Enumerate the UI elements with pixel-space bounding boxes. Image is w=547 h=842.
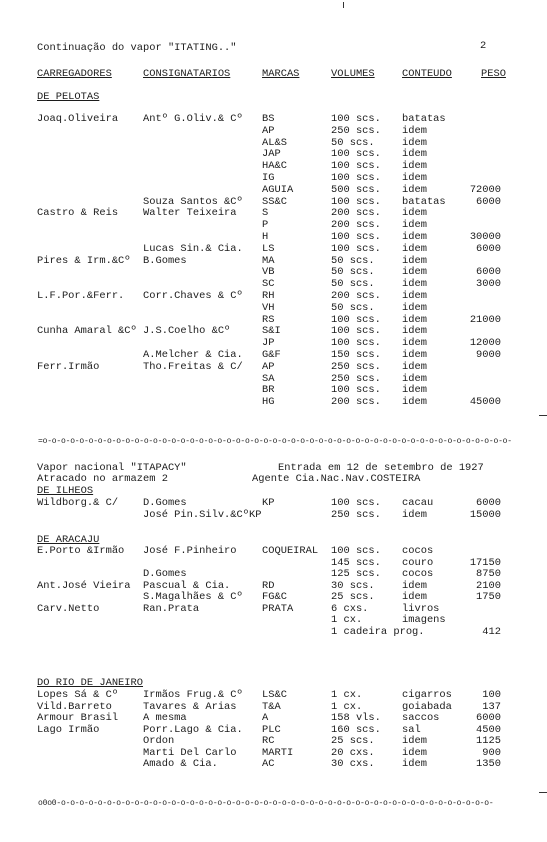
conteudo-cell: idem — [402, 278, 427, 291]
peso-cell: 100 — [482, 689, 501, 701]
marca-cell: VH — [262, 301, 275, 314]
vessel-berth: Atracado no armazem 2 — [37, 473, 168, 485]
volumes-cell: 50 scs. — [331, 301, 375, 314]
marca-cell: JP — [262, 337, 275, 350]
volumes-cell: 100 scs. — [331, 148, 381, 161]
marca-cell: AP — [262, 360, 275, 373]
conteudo-cell: couro — [402, 556, 434, 569]
conteudo-cell: idem — [402, 337, 427, 350]
conteudo-cell: idem — [402, 183, 427, 196]
volumes-cell: 50 scs. — [331, 266, 375, 279]
marca-cell: AC — [262, 758, 275, 770]
volumes-cell: 150 scs. — [331, 349, 381, 361]
conteudo-cell: imagens — [402, 614, 446, 626]
peso-cell: 12000 — [469, 337, 501, 350]
volumes-cell: 250 scs. — [331, 360, 381, 373]
peso-cell: 30000 — [469, 231, 501, 243]
column-header-volumes: VOLUMES — [331, 68, 375, 80]
volumes-cell: 250 scs. — [331, 124, 381, 137]
conteudo-cell: idem — [402, 313, 427, 326]
consignatario-cell: Tavares & Arias — [143, 700, 237, 713]
carregador-cell: Joaq.Oliveira — [37, 113, 119, 125]
volumes-cell: 200 scs. — [331, 219, 381, 232]
volumes-cell: 500 scs. — [331, 183, 381, 196]
conteudo-cell: idem — [402, 360, 427, 373]
marca-cell: HG — [262, 396, 275, 409]
marca-cell: S — [262, 207, 269, 220]
conteudo-cell: idem — [402, 160, 427, 173]
volumes-cell: 100 scs. — [331, 545, 381, 557]
peso-cell: 17150 — [469, 556, 501, 569]
conteudo-cell: idem — [402, 384, 427, 397]
conteudo-cell: batatas — [402, 113, 446, 125]
peso-cell: 1350 — [476, 758, 501, 770]
consignatario-cell: Walter Teixeira — [143, 207, 237, 220]
consignatario-cell: Lucas Sin.& Cia. — [143, 242, 243, 255]
carregador-cell: E.Porto &Irmão — [37, 545, 125, 557]
peso-cell: 9000 — [476, 349, 501, 361]
section-heading-ilheos: DE ILHEOS — [37, 485, 94, 497]
volumes-cell: 160 scs. — [331, 723, 381, 736]
consignatario-cell: José Pin.Silv.&CºKP — [143, 508, 262, 521]
consignatario-cell: A mesma — [143, 712, 187, 724]
vessel-name: Vapor nacional "ITAPACY" — [37, 462, 187, 474]
volumes-cell: 100 scs. — [331, 337, 381, 350]
marca-cell: PRATA — [262, 602, 294, 615]
carregador-cell: Vild.Barreto — [37, 700, 112, 713]
peso-cell: 1125 — [476, 735, 501, 747]
volumes-cell: 100 scs. — [331, 172, 381, 184]
volumes-cell: 100 scs. — [331, 325, 381, 338]
marca-cell: RD — [262, 579, 275, 592]
consignatario-cell: José F.Pinheiro — [143, 545, 237, 557]
conteudo-cell: idem — [402, 349, 427, 361]
volumes-cell: 125 scs. — [331, 568, 381, 580]
marca-cell: T&A — [262, 700, 281, 713]
column-header-carregadores: CARREGADORES — [37, 68, 112, 80]
marca-cell: LS&C — [262, 689, 287, 701]
volumes-cell: 100 scs. — [331, 113, 381, 125]
conteudo-cell: cacau — [402, 497, 434, 509]
conteudo-cell: idem — [402, 231, 427, 243]
carregador-cell: Wildborg.& C/ — [37, 497, 119, 509]
marca-cell: RH — [262, 290, 275, 302]
volumes-cell: 25 scs. — [331, 735, 375, 747]
peso-cell: 1750 — [476, 591, 501, 603]
conteudo-cell: idem — [402, 254, 427, 267]
carregador-cell: Pires & Irm.&Cº — [37, 254, 131, 267]
margin-tick-right — [539, 415, 547, 416]
margin-tick-top — [343, 2, 344, 8]
peso-cell: 8750 — [476, 568, 501, 580]
peso-cell: 6000 — [476, 497, 501, 509]
marca-cell: COQUEIRAL — [262, 545, 319, 557]
volumes-cell: 100 scs. — [331, 384, 381, 397]
peso-cell: 6000 — [476, 195, 501, 208]
volumes-cell: 200 scs. — [331, 396, 381, 409]
marca-cell: JAP — [262, 148, 281, 161]
volumes-cell: 250 scs. — [331, 508, 381, 521]
volumes-cell: 100 scs. — [331, 313, 381, 326]
volumes-cell: 50 scs. — [331, 136, 375, 149]
marca-cell: VB — [262, 266, 275, 279]
volumes-cell: 1 cadeira prog. — [331, 625, 425, 638]
volumes-cell: 1 cx. — [331, 689, 363, 701]
peso-cell: 4500 — [476, 723, 501, 736]
marca-cell: A — [262, 712, 269, 724]
consignatario-cell: Amado & Cia. — [143, 758, 218, 770]
consignatario-cell: D.Gomes — [143, 497, 187, 509]
volumes-cell: 100 scs. — [331, 242, 381, 255]
consignatario-cell: Porr.Lago & Cia. — [143, 723, 243, 736]
consignatario-cell: Ran.Prata — [143, 602, 200, 615]
marca-cell: LS — [262, 242, 275, 255]
marca-cell: P — [262, 219, 269, 232]
conteudo-cell: cigarros — [402, 689, 452, 701]
conteudo-cell: idem — [402, 579, 427, 592]
marca-cell: AP — [262, 124, 275, 137]
carregador-cell: Ferr.Irmão — [37, 360, 100, 373]
marca-cell: PLC — [262, 723, 281, 736]
conteudo-cell: idem — [402, 746, 427, 759]
volumes-cell: 20 cxs. — [331, 746, 375, 759]
conteudo-cell: idem — [402, 290, 427, 302]
volumes-cell: 50 scs. — [331, 254, 375, 267]
consignatario-cell: S.Magalhães & Cº — [143, 591, 243, 603]
consignatario-cell: Souza Santos &Cº — [143, 195, 243, 208]
volumes-cell: 30 scs. — [331, 579, 375, 592]
column-header-conteudo: CONTEUDO — [402, 68, 452, 80]
conteudo-cell: batatas — [402, 195, 446, 208]
consignatario-cell: Ordon — [143, 735, 175, 747]
conteudo-cell: sal — [402, 723, 421, 736]
marca-cell: G&F — [262, 349, 281, 361]
volumes-cell: 6 cxs. — [331, 602, 369, 615]
volumes-cell: 100 scs. — [331, 160, 381, 173]
peso-cell: 45000 — [469, 396, 501, 409]
conteudo-cell: idem — [402, 148, 427, 161]
column-header-peso: PESO — [481, 68, 506, 80]
consignatario-cell: Pascual & Cia. — [143, 579, 231, 592]
consignatario-cell: Irmãos Frug.& Cº — [143, 689, 243, 701]
peso-cell: 900 — [482, 746, 501, 759]
volumes-cell: 30 cxs. — [331, 758, 375, 770]
marca-cell: MA — [262, 254, 275, 267]
marca-cell: RC — [262, 735, 275, 747]
consignatario-cell: Marti Del Carlo — [143, 746, 237, 759]
marca-cell: IG — [262, 172, 275, 184]
marca-cell: AGUIA — [262, 183, 294, 196]
peso-cell: 137 — [482, 700, 501, 713]
volumes-cell: 25 scs. — [331, 591, 375, 603]
marca-cell: MARTI — [262, 746, 294, 759]
peso-cell: 72000 — [469, 183, 501, 196]
section-heading-aracaju: DE ARACAJU — [37, 534, 100, 546]
vessel-agent: Agente Cia.Nac.Nav.COSTEIRA — [252, 473, 421, 485]
consignatario-cell: Corr.Chaves & Cº — [143, 290, 243, 302]
peso-cell: 21000 — [469, 313, 501, 326]
conteudo-cell: idem — [402, 207, 427, 220]
page-number: 2 — [480, 40, 487, 52]
carregador-cell: Cunha Amaral &Cº — [37, 325, 137, 338]
carregador-cell: Armour Brasil — [37, 712, 119, 724]
peso-cell: 15000 — [469, 508, 501, 521]
marca-cell: SC — [262, 278, 275, 291]
volumes-cell: 145 scs. — [331, 556, 381, 569]
volumes-cell: 158 vls. — [331, 712, 381, 724]
footer-separator-line: o0o0-o-o-o-o-o-o-o-o-o-o-o-o-o-o-o-o-o-o-o-o-o-o-o-o-o-o-o-o-o-o-o-o-o-o-o-o-o-o-o-o-o-o-o-o-o-o-o- — [38, 799, 494, 808]
volumes-cell: 50 scs. — [331, 278, 375, 291]
consignatario-cell: Tho.Freitas & C/ — [143, 360, 243, 373]
column-header-consignatarios: CONSIGNATARIOS — [143, 68, 231, 80]
marca-cell: FG&C — [262, 591, 287, 603]
conteudo-cell: idem — [402, 508, 427, 521]
conteudo-cell: idem — [402, 735, 427, 747]
conteudo-cell: idem — [402, 124, 427, 137]
peso-cell: 3000 — [476, 278, 501, 291]
conteudo-cell: goiabada — [402, 700, 452, 713]
peso-cell: 6000 — [476, 266, 501, 279]
vessel-arrival: Entrada em 12 de setembro de 1927 — [278, 462, 484, 474]
conteudo-cell: livros — [402, 602, 440, 615]
consignatario-cell: A.Melcher & Cia. — [143, 349, 243, 361]
volumes-cell: 200 scs. — [331, 290, 381, 302]
marca-cell: KP — [262, 497, 275, 509]
carregador-cell: Castro & Reis — [37, 207, 119, 220]
marca-cell: HA&C — [262, 160, 287, 173]
marca-cell: H — [262, 231, 269, 243]
peso-cell: 412 — [482, 625, 501, 638]
margin-tick-right-lower — [539, 792, 547, 793]
conteudo-cell: idem — [402, 758, 427, 770]
section-heading-pelotas: DE PELOTAS — [37, 91, 100, 103]
peso-cell: 2100 — [476, 579, 501, 592]
carregador-cell: Lopes Sá & Cº — [37, 689, 119, 701]
conteudo-cell: idem — [402, 396, 427, 409]
carregador-cell: L.F.Por.&Ferr. — [37, 290, 125, 302]
consignatario-cell: Antº G.Oliv.& Cº — [143, 113, 243, 125]
conteudo-cell: idem — [402, 372, 427, 385]
conteudo-cell: idem — [402, 301, 427, 314]
peso-cell: 6000 — [476, 712, 501, 724]
carregador-cell: Ant.José Vieira — [37, 579, 131, 592]
conteudo-cell: cocos — [402, 545, 434, 557]
volumes-cell: 100 scs. — [331, 195, 381, 208]
conteudo-cell: idem — [402, 242, 427, 255]
section-heading-rio-de-janeiro: DO RIO DE JANEIRO — [37, 677, 144, 689]
consignatario-cell: J.S.Coelho &Cº — [143, 325, 231, 338]
separator-line: =o-o-o-o-o-o-o-o-o-o-o-o-o-o-o-o-o-o-o-o-o-o-o-o-o-o-o-o-o-o-o-o-o-o-o-o-o-o-o-o-o-o-o-o-o-o-o-o-o-o-o- — [38, 437, 512, 446]
conteudo-cell: cocos — [402, 568, 434, 580]
consignatario-cell: D.Gomes — [143, 568, 187, 580]
conteudo-cell: idem — [402, 266, 427, 279]
conteudo-cell: idem — [402, 325, 427, 338]
volumes-cell: 1 cx. — [331, 700, 363, 713]
carregador-cell: Carv.Netto — [37, 602, 100, 615]
conteudo-cell: idem — [402, 591, 427, 603]
marca-cell: BS — [262, 113, 275, 125]
volumes-cell: 200 scs. — [331, 207, 381, 220]
column-header-marcas: MARCAS — [262, 68, 300, 80]
carregador-cell: Lago Irmão — [37, 723, 100, 736]
marca-cell: AL&S — [262, 136, 287, 149]
marca-cell: SA — [262, 372, 275, 385]
volumes-cell: 250 scs. — [331, 372, 381, 385]
marca-cell: RS — [262, 313, 275, 326]
document-title: Continuação do vapor "ITATING.." — [37, 42, 237, 54]
conteudo-cell: idem — [402, 219, 427, 232]
marca-cell: SS&C — [262, 195, 287, 208]
conteudo-cell: idem — [402, 136, 427, 149]
volumes-cell: 100 scs. — [331, 231, 381, 243]
peso-cell: 6000 — [476, 242, 501, 255]
consignatario-cell: B.Gomes — [143, 254, 187, 267]
conteudo-cell: idem — [402, 172, 427, 184]
volumes-cell: 1 cx. — [331, 614, 363, 626]
marca-cell: BR — [262, 384, 275, 397]
volumes-cell: 100 scs. — [331, 497, 381, 509]
marca-cell: S&I — [262, 325, 281, 338]
conteudo-cell: saccos — [402, 712, 440, 724]
